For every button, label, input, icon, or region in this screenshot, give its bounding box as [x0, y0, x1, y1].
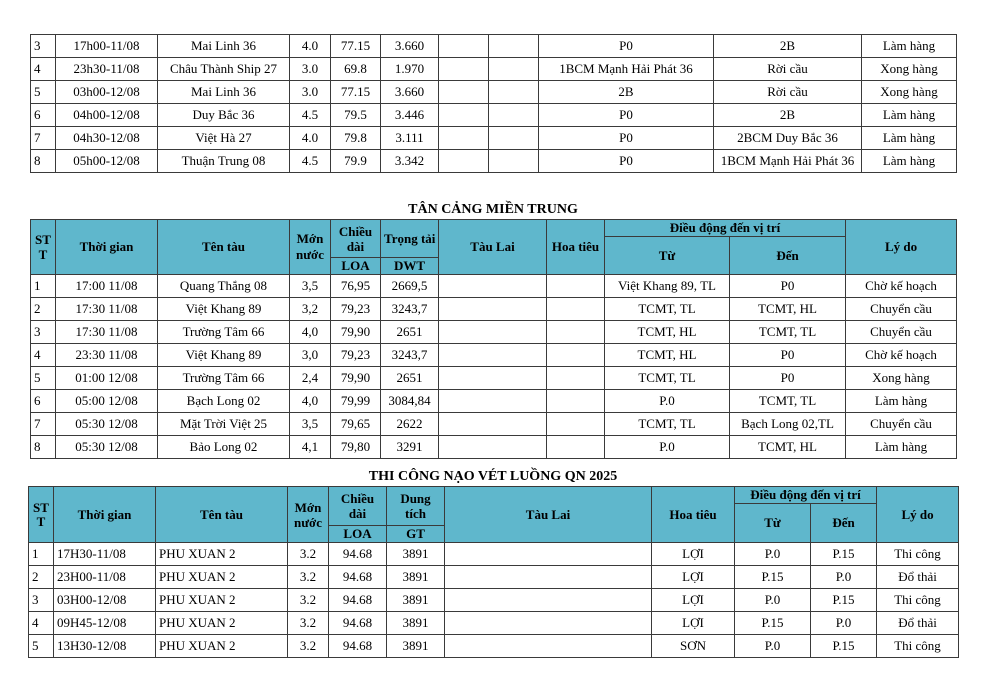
col-capacity: Dung tích [387, 487, 445, 526]
table-cell: TCMT, HL [605, 344, 730, 367]
table-cell: TCMT, HL [730, 436, 846, 459]
table-cell: TCMT, TL [605, 413, 730, 436]
col-stt: STT [29, 487, 54, 543]
col-ship-name: Tên tàu [156, 487, 288, 543]
table-cell: 3084,84 [381, 390, 439, 413]
table-cell: Thi công [877, 589, 959, 612]
table-cell: 7 [31, 413, 56, 436]
table-cell: 4,1 [290, 436, 331, 459]
table-row [29, 543, 959, 566]
table-cell: TCMT, HL [730, 298, 846, 321]
table-cell: 23h30-11/08 [56, 58, 158, 81]
table-cell: 3.111 [381, 127, 439, 150]
col-time: Thời gian [54, 487, 156, 543]
table-cell: 3 [31, 35, 56, 58]
table-cell: Làm hàng [862, 150, 957, 173]
table-cell: Làm hàng [862, 35, 957, 58]
table-cell: 04h00-12/08 [56, 104, 158, 127]
table-cell: Thi công [877, 543, 959, 566]
col-pilot: Hoa tiêu [547, 220, 605, 275]
table-cell: Xong hàng [862, 81, 957, 104]
table-cell: 79,90 [331, 321, 381, 344]
table-cell: PHU XUAN 2 [156, 543, 288, 566]
table-cell: 2 [31, 298, 56, 321]
table-row [31, 321, 957, 344]
table-cell: P0 [539, 127, 714, 150]
table-cell: Việt Khang 89 [158, 298, 290, 321]
table-cell: 5 [31, 81, 56, 104]
table-cell: 1 [29, 543, 54, 566]
table-cell: PHU XUAN 2 [156, 635, 288, 658]
table-cell: 3.660 [381, 35, 439, 58]
table-header [29, 487, 959, 543]
col-length-unit: LOA [331, 258, 381, 275]
col-from: Từ [735, 504, 811, 543]
table-cell: P0 [730, 367, 846, 390]
table-cell: P.0 [605, 436, 730, 459]
col-reason: Lý do [877, 487, 959, 543]
table-cell: 94.68 [329, 543, 387, 566]
table-cell: Bạch Long 02,TL [730, 413, 846, 436]
col-tonnage: Trọng tải [381, 220, 439, 258]
table-cell: 23:30 11/08 [56, 344, 158, 367]
table-cell: 3.2 [288, 566, 329, 589]
table-cell: Việt Khang 89 [158, 344, 290, 367]
table-cell: Trường Tâm 66 [158, 321, 290, 344]
table-cell [489, 35, 539, 58]
table-cell [439, 298, 547, 321]
col-ship-name: Tên tàu [158, 220, 290, 275]
table-cell: LỢI [652, 543, 735, 566]
col-from: Từ [605, 237, 730, 275]
table-cell: 1BCM Mạnh Hải Phát 36 [714, 150, 862, 173]
table-row [29, 589, 959, 612]
table-cell: 69.8 [331, 58, 381, 81]
col-to: Đến [730, 237, 846, 275]
table-cell: Xong hàng [846, 367, 957, 390]
col-move-group: Điều động đến vị trí [605, 220, 846, 237]
table-cell: Chuyển cầu [846, 298, 957, 321]
table-body [31, 35, 957, 173]
table-cell: 03h00-12/08 [56, 81, 158, 104]
table-cell: 3,5 [290, 275, 331, 298]
table-body [31, 275, 957, 459]
table-cell: 3243,7 [381, 344, 439, 367]
table-cell: 3 [31, 321, 56, 344]
table-cell: 3.0 [290, 58, 331, 81]
table-cell: PHU XUAN 2 [156, 566, 288, 589]
section-title-nao-vet: THI CÔNG NẠO VÉT LUỒNG QN 2025 [368, 469, 618, 484]
table-row [29, 612, 959, 635]
table-cell: 2622 [381, 413, 439, 436]
table-cell: 3,2 [290, 298, 331, 321]
table-cell: 05:30 12/08 [56, 413, 158, 436]
table-cell: 1.970 [381, 58, 439, 81]
table-cell [489, 127, 539, 150]
table-cell [547, 367, 605, 390]
table-cell: TCMT, TL [605, 367, 730, 390]
table-row [31, 58, 957, 81]
table-cell: 94.68 [329, 566, 387, 589]
table-cell: 3891 [387, 635, 445, 658]
col-draft: Mớn nước [288, 487, 329, 543]
table-cell: 09H45-12/08 [54, 612, 156, 635]
table-cell: Thi công [877, 635, 959, 658]
table-cell: 2B [714, 104, 862, 127]
table-cell: Làm hàng [862, 127, 957, 150]
col-time: Thời gian [56, 220, 158, 275]
table-cell: 3.446 [381, 104, 439, 127]
table-cell [439, 150, 489, 173]
table-cell: 23H00-11/08 [54, 566, 156, 589]
table-cell: 05:30 12/08 [56, 436, 158, 459]
col-reason: Lý do [846, 220, 957, 275]
table-cell: LỢI [652, 589, 735, 612]
table-cell: P.0 [605, 390, 730, 413]
table-cell: 3.2 [288, 589, 329, 612]
table-cell: Chuyển cầu [846, 321, 957, 344]
col-length: Chiều dài [331, 220, 381, 258]
table-cell: 4.5 [290, 104, 331, 127]
table-cell: 77.15 [331, 35, 381, 58]
col-pilot: Hoa tiêu [652, 487, 735, 543]
table-cell: 79,23 [331, 344, 381, 367]
table-cell: 3243,7 [381, 298, 439, 321]
table-cell: 3 [29, 589, 54, 612]
table-cell [547, 390, 605, 413]
table-cell: 13H30-12/08 [54, 635, 156, 658]
table-cell: 4 [29, 612, 54, 635]
table-cell: LỢI [652, 566, 735, 589]
table-row [31, 275, 957, 298]
table-cell: Làm hàng [846, 390, 957, 413]
table-header [31, 220, 957, 275]
table-cell [445, 635, 652, 658]
table-cell: P.15 [811, 589, 877, 612]
table-cell [445, 566, 652, 589]
table-cell: 6 [31, 390, 56, 413]
table-row [31, 390, 957, 413]
table-cell: 3891 [387, 589, 445, 612]
col-tug: Tàu Lai [445, 487, 652, 543]
table-cell: 17h00-11/08 [56, 35, 158, 58]
table-cell [547, 321, 605, 344]
table-cell: Bảo Long 02 [158, 436, 290, 459]
table-cell: P0 [539, 150, 714, 173]
col-to: Đến [811, 504, 877, 543]
table-row [31, 35, 957, 58]
table-cell: P0 [539, 35, 714, 58]
table-cell: 3,0 [290, 344, 331, 367]
col-tonnage-unit: DWT [381, 258, 439, 275]
table-cell: 4,0 [290, 321, 331, 344]
table-row [29, 566, 959, 589]
tan-cang-schedule-table [30, 219, 957, 459]
table-cell: 3,5 [290, 413, 331, 436]
table-row [31, 436, 957, 459]
table-cell: Xong hàng [862, 58, 957, 81]
table-cell [547, 413, 605, 436]
table-cell: Chờ kế hoạch [846, 344, 957, 367]
table-row [31, 104, 957, 127]
table-cell [439, 344, 547, 367]
table-cell [439, 321, 547, 344]
table-cell: 2B [714, 35, 862, 58]
table-cell: TCMT, TL [730, 390, 846, 413]
table-cell: 7 [31, 127, 56, 150]
table-cell: Chuyển cầu [846, 413, 957, 436]
table-cell: Quang Thắng 08 [158, 275, 290, 298]
table-cell [445, 589, 652, 612]
table-cell [439, 390, 547, 413]
table-cell: 76,95 [331, 275, 381, 298]
table-cell: P.0 [735, 543, 811, 566]
table-cell: 94.68 [329, 612, 387, 635]
table-cell: Trường Tâm 66 [158, 367, 290, 390]
table-row [31, 298, 957, 321]
table-cell: 4,0 [290, 390, 331, 413]
table-row [31, 413, 957, 436]
table-cell [439, 367, 547, 390]
table-cell: P.0 [811, 612, 877, 635]
table-cell: 3891 [387, 543, 445, 566]
table-cell [547, 436, 605, 459]
table-cell [489, 81, 539, 104]
table-cell: 03H00-12/08 [54, 589, 156, 612]
table-cell: 3.660 [381, 81, 439, 104]
table-cell [489, 58, 539, 81]
table-cell: LỢI [652, 612, 735, 635]
table-cell: 17H30-11/08 [54, 543, 156, 566]
table-cell: 3.2 [288, 635, 329, 658]
table-cell [439, 35, 489, 58]
table-cell: 2 [29, 566, 54, 589]
table-cell: 05h00-12/08 [56, 150, 158, 173]
table-cell: P.15 [735, 612, 811, 635]
table-cell: Rời cầu [714, 81, 862, 104]
table-cell: Châu Thành Ship 27 [158, 58, 290, 81]
col-length: Chiều dài [329, 487, 387, 526]
table-cell: 3.2 [288, 612, 329, 635]
table-row [31, 150, 957, 173]
table-row [31, 344, 957, 367]
table-cell [439, 58, 489, 81]
table-cell: 4.5 [290, 150, 331, 173]
table-cell: 17:00 11/08 [56, 275, 158, 298]
table-cell: 79,65 [331, 413, 381, 436]
table-cell: 04h30-12/08 [56, 127, 158, 150]
table-cell: 77.15 [331, 81, 381, 104]
table-cell: 6 [31, 104, 56, 127]
table-cell: 1 [31, 275, 56, 298]
table-cell: 79,23 [331, 298, 381, 321]
table-cell: 17:30 11/08 [56, 321, 158, 344]
table-cell: 79,99 [331, 390, 381, 413]
table-cell: 79,80 [331, 436, 381, 459]
table-cell: 8 [31, 436, 56, 459]
table-cell: 3.2 [288, 543, 329, 566]
table-cell: 2B [539, 81, 714, 104]
table-cell: Đổ thải [877, 566, 959, 589]
table-cell: 94.68 [329, 589, 387, 612]
table-row [31, 81, 957, 104]
table-cell: 3291 [381, 436, 439, 459]
table-cell: Việt Khang 89, TL [605, 275, 730, 298]
col-length-unit: LOA [329, 526, 387, 543]
table-cell: P.0 [735, 635, 811, 658]
table-cell [445, 612, 652, 635]
col-tug: Tàu Lai [439, 220, 547, 275]
table-cell: 1BCM Mạnh Hải Phát 36 [539, 58, 714, 81]
col-draft: Mớn nước [290, 220, 331, 275]
col-move-group: Điều động đến vị trí [735, 487, 877, 504]
table-cell: P.0 [735, 589, 811, 612]
table-body [29, 543, 959, 658]
table-cell: 17:30 11/08 [56, 298, 158, 321]
table-cell: Rời cầu [714, 58, 862, 81]
section-title-tan-cang: TÂN CẢNG MIỀN TRUNG [408, 202, 578, 217]
table-cell: Duy Bắc 36 [158, 104, 290, 127]
table-cell: 94.68 [329, 635, 387, 658]
table-cell: 8 [31, 150, 56, 173]
table-cell: 01:00 12/08 [56, 367, 158, 390]
table-cell [439, 275, 547, 298]
table-cell: P.15 [811, 635, 877, 658]
table-cell [445, 543, 652, 566]
table-cell: 3891 [387, 566, 445, 589]
table-row [31, 127, 957, 150]
table-cell: TCMT, TL [730, 321, 846, 344]
table-cell: 2651 [381, 321, 439, 344]
table-cell [489, 150, 539, 173]
table-cell [439, 81, 489, 104]
table-cell: 2669,5 [381, 275, 439, 298]
table-cell: Mai Linh 36 [158, 81, 290, 104]
table-cell: 2651 [381, 367, 439, 390]
table-cell: 3.342 [381, 150, 439, 173]
table-cell: P0 [730, 344, 846, 367]
table-cell: 05:00 12/08 [56, 390, 158, 413]
table-cell: P.0 [811, 566, 877, 589]
table-cell: Chờ kế hoạch [846, 275, 957, 298]
table-cell: 4 [31, 344, 56, 367]
table-row [29, 635, 959, 658]
table-cell [489, 104, 539, 127]
table-cell: P.15 [811, 543, 877, 566]
col-capacity-unit: GT [387, 526, 445, 543]
table-cell: P0 [730, 275, 846, 298]
table-cell: SƠN [652, 635, 735, 658]
table-cell: 4 [31, 58, 56, 81]
table-cell: Việt Hà 27 [158, 127, 290, 150]
table-cell: PHU XUAN 2 [156, 612, 288, 635]
table-cell: 4.0 [290, 127, 331, 150]
table-cell: 5 [29, 635, 54, 658]
table-cell: 79.5 [331, 104, 381, 127]
table-cell: Mai Linh 36 [158, 35, 290, 58]
port-schedule-table-continued [30, 34, 957, 173]
table-cell [547, 275, 605, 298]
table-cell: 79,90 [331, 367, 381, 390]
table-cell [439, 104, 489, 127]
table-cell: 79.9 [331, 150, 381, 173]
table-cell: 4.0 [290, 35, 331, 58]
table-cell [547, 298, 605, 321]
table-cell: TCMT, HL [605, 321, 730, 344]
dredging-schedule-table [28, 486, 959, 658]
table-cell: 3891 [387, 612, 445, 635]
table-cell: 79.8 [331, 127, 381, 150]
table-cell: Thuận Trung 08 [158, 150, 290, 173]
table-cell: Mặt Trời Việt 25 [158, 413, 290, 436]
table-row [31, 367, 957, 390]
table-cell: 3.0 [290, 81, 331, 104]
table-cell: P0 [539, 104, 714, 127]
table-cell [439, 127, 489, 150]
table-cell: PHU XUAN 2 [156, 589, 288, 612]
table-cell: 2BCM Duy Bắc 36 [714, 127, 862, 150]
table-cell: 2,4 [290, 367, 331, 390]
table-cell: TCMT, TL [605, 298, 730, 321]
table-cell [547, 344, 605, 367]
table-cell [439, 436, 547, 459]
table-cell: Làm hàng [846, 436, 957, 459]
table-cell: 5 [31, 367, 56, 390]
col-stt: STT [31, 220, 56, 275]
table-cell: Bạch Long 02 [158, 390, 290, 413]
table-cell: Làm hàng [862, 104, 957, 127]
table-cell: P.15 [735, 566, 811, 589]
table-cell [439, 413, 547, 436]
table-cell: Đổ thải [877, 612, 959, 635]
